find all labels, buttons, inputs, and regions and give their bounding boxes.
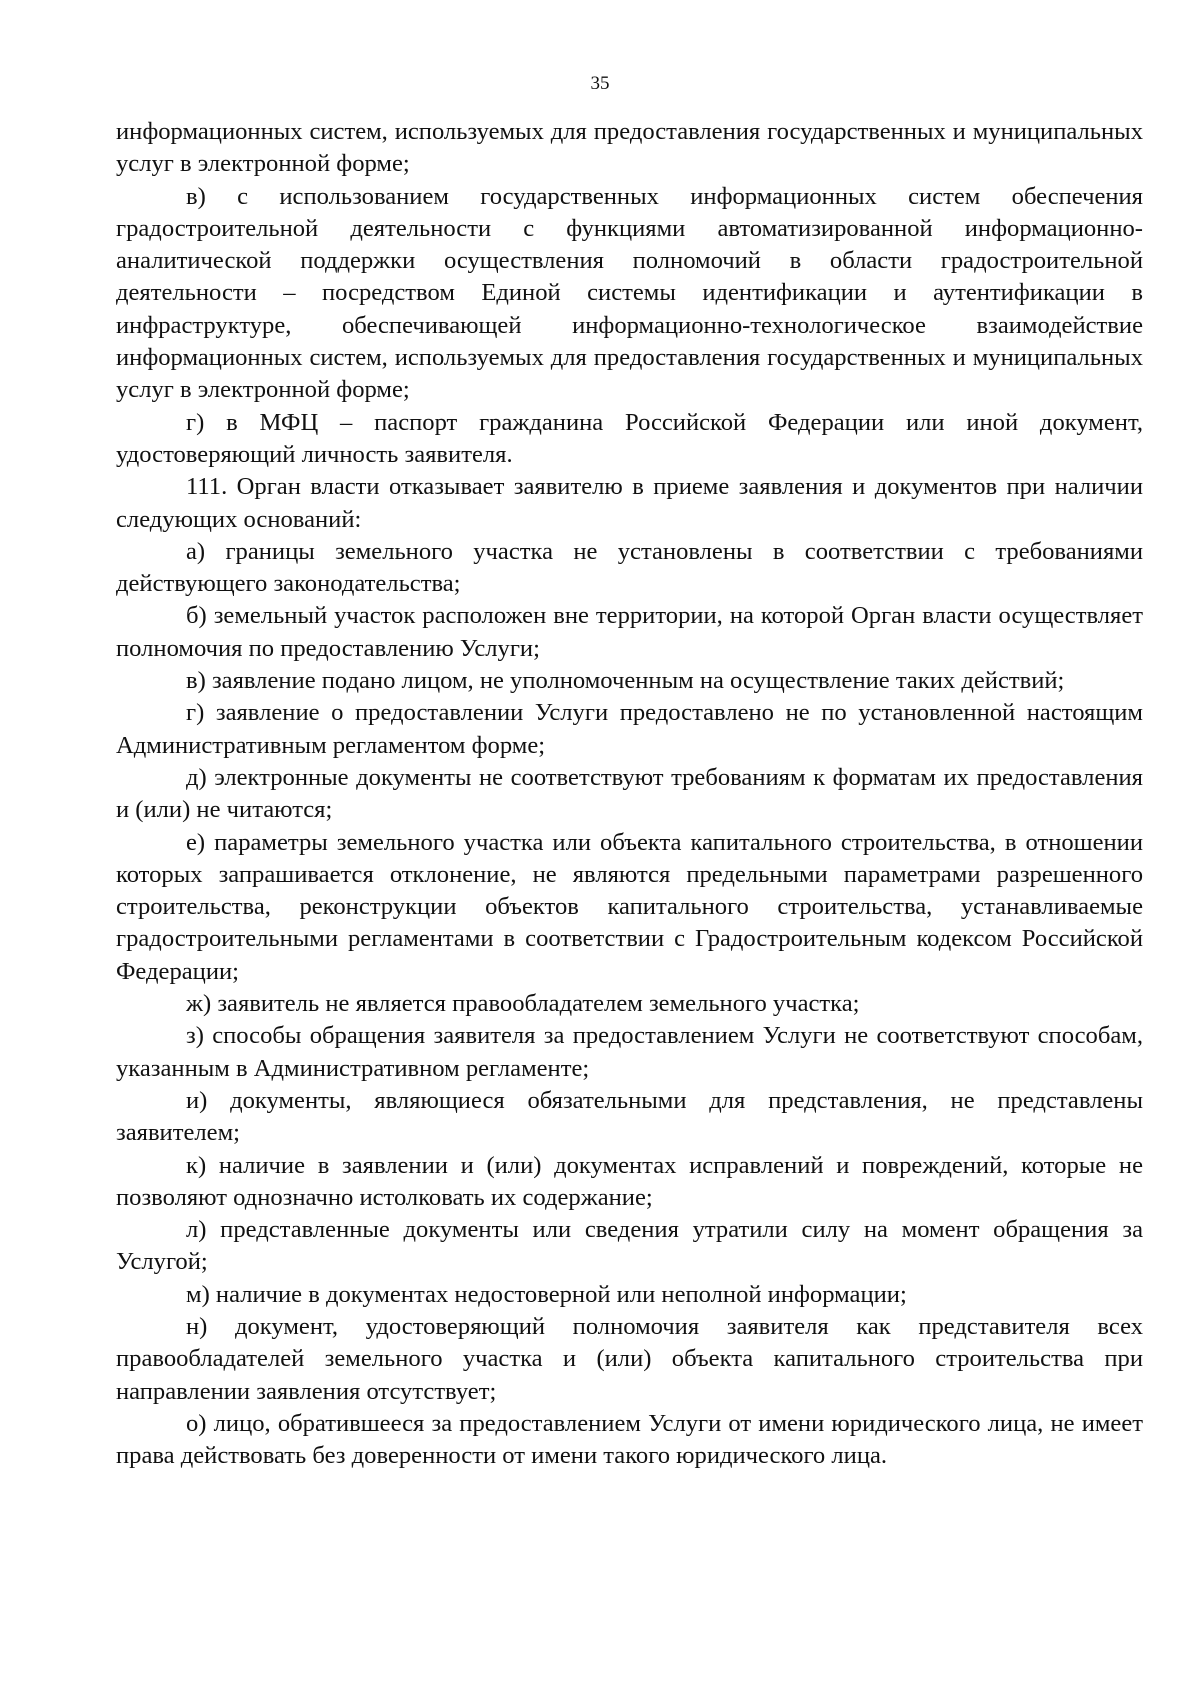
list-item: л) представленные документы или сведения утратили силу на момент обращения за Услугой;	[116, 1216, 1143, 1276]
list-item: и) документы, являющиеся обязательными для представления, не представлены заявителем;	[116, 1086, 1143, 1147]
page-number: 35	[590, 73, 610, 94]
list-item: з) способы обращения заявителя за предоставлением Услуги не соответствуют способам, указанным в Административном регламенте;	[116, 1022, 1143, 1082]
paragraph: в) с использованием государственных информационных систем обеспечения градостроительной деятельности с функциями автоматизированной информационно-аналитической поддержки осуществления полномочий в области градостроительной деятельности – посредством Единой системы идентификации и аутентификации в инфраструктуре, обеспечивающей информационно-технологическое взаимодействие информационных систем, используемых для предоставления государственных и муниципальных услуг в электронной форме;	[116, 182, 1143, 404]
list-item: ж) заявитель не является правообладателем земельного участка;	[186, 990, 860, 1018]
paragraph: информационных систем, используемых для предоставления государственных и муниципальных услуг в электронной форме;	[116, 118, 1143, 178]
list-item: а) границы земельного участка не установлены в соответствии с требованиями действующего законодательства;	[116, 537, 1143, 598]
document-body	[116, 116, 1143, 1472]
list-item: о) лицо, обратившееся за предоставлением Услуги от имени юридического лица, не имеет права действовать без доверенности от имени такого юридического лица.	[116, 1409, 1143, 1470]
list-item: г) заявление о предоставлении Услуги предоставлено не по установленной настоящим Административным регламентом форме;	[116, 699, 1143, 759]
list-item: е) параметры земельного участка или объекта капитального строительства, в отношении которых запрашивается отклонение, не являются предельными параметрами разрешенного строительства, реконструкции объектов капитального строительства, устанавливаемые градостроительными регламентами в соответствии с Градостроительным кодексом Российской Федерации;	[116, 828, 1143, 985]
paragraph: 111. Орган власти отказывает заявителю в приеме заявления и документов при наличии следующих оснований:	[116, 473, 1143, 533]
list-item: м) наличие в документах недостоверной или неполной информации;	[186, 1280, 907, 1308]
paragraph: г) в МФЦ – паспорт гражданина Российской Федерации или иной документ, удостоверяющий личность заявителя.	[116, 408, 1143, 468]
list-item: к) наличие в заявлении и (или) документах исправлений и повреждений, которые не позволяют однозначно истолковать их содержание;	[116, 1151, 1143, 1211]
list-item: д) электронные документы не соответствуют требованиям к форматам их предоставления и (или) не читаются;	[116, 763, 1143, 824]
list-item: н) документ, удостоверяющий полномочия заявителя как представителя всех правообладателей земельного участка и (или) объекта капитального строительства при направлении заявления отсутствует;	[116, 1312, 1143, 1405]
list-item: б) земельный участок расположен вне территории, на которой Орган власти осуществляет полномочия по предоставлению Услуги;	[116, 602, 1143, 662]
list-item: в) заявление подано лицом, не уполномоченным на осуществление таких действий;	[186, 667, 1065, 695]
